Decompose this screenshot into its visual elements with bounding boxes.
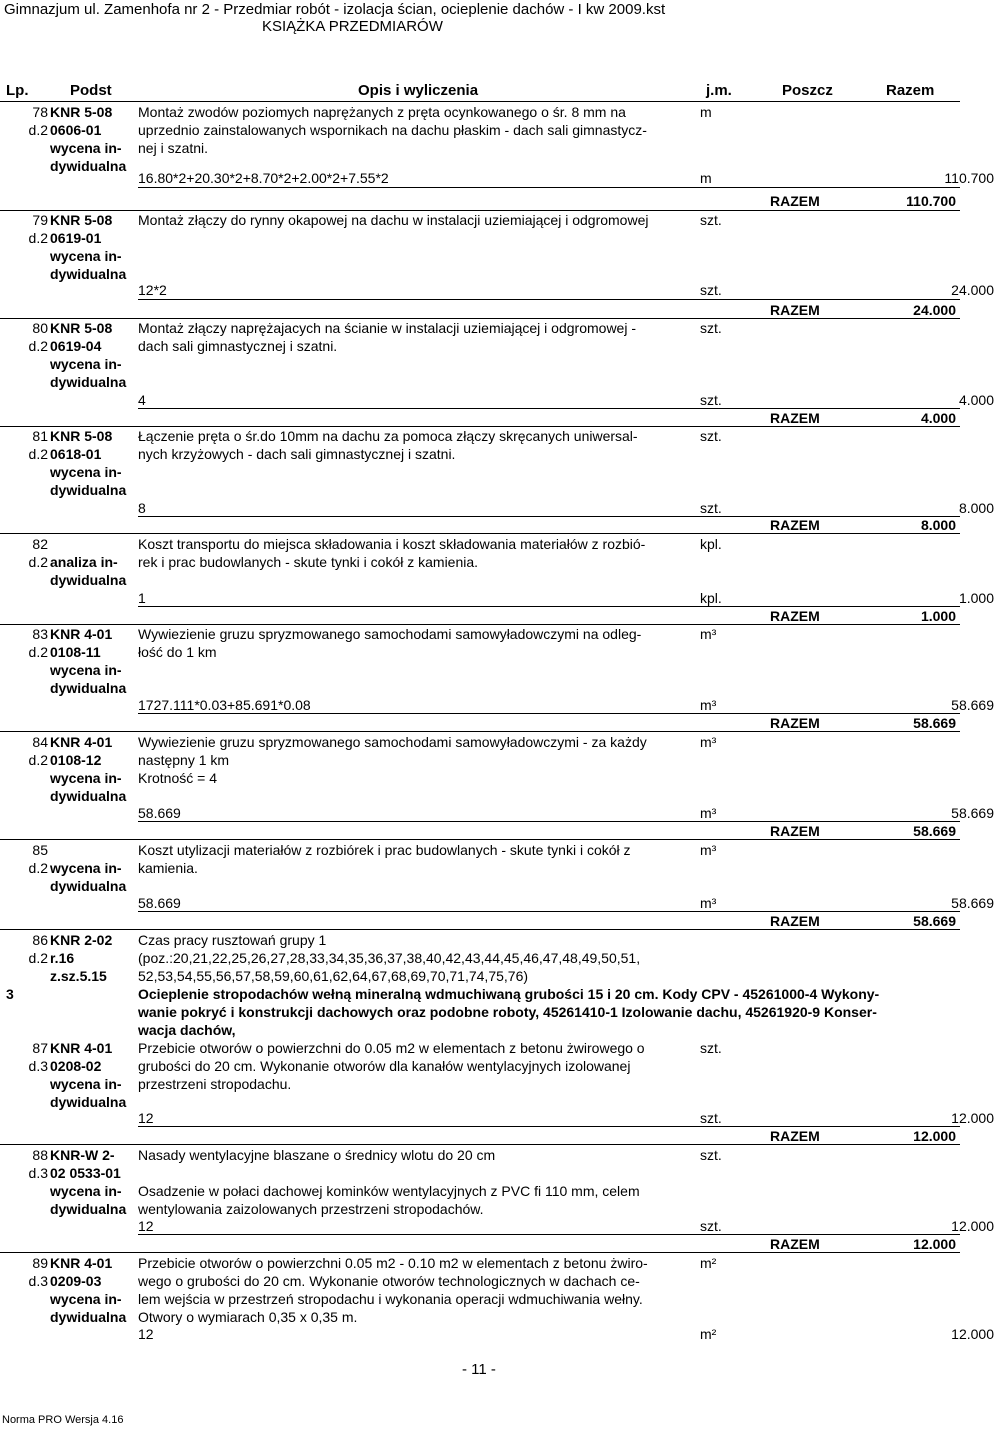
row-separator: [0, 1144, 960, 1145]
row-unit: szt.: [700, 1147, 722, 1163]
row-unit: szt.: [700, 428, 722, 444]
row-number: 83 d.2: [28, 626, 48, 660]
razem-value: 58.669: [913, 715, 956, 731]
row-basis: KNR-W 2- 02 0533-01 wycena in- dywidualna: [50, 1147, 127, 1217]
row-unit: m²: [700, 1255, 717, 1271]
razem-label: RAZEM: [770, 517, 820, 533]
row-unit: szt.: [700, 1040, 722, 1056]
razem-label: RAZEM: [770, 410, 820, 426]
row-number: 88 d.3: [28, 1147, 48, 1181]
calc-value: 1.000: [958, 590, 994, 606]
calc-unit: m: [700, 170, 712, 186]
row-number: 84 d.2: [28, 734, 48, 768]
section-number: 3: [6, 986, 14, 1002]
razem-value: 12.000: [913, 1128, 956, 1144]
row-description: Łączenie pręta o śr.do 10mm na dachu za pomoca złączy skręcanych uniwersal- nych krzyżowych - dach sali gimnastycznej i szatni.: [138, 428, 638, 462]
divider: [138, 713, 960, 714]
calc-value: 58.669: [951, 895, 994, 911]
col-jm: j.m.: [706, 82, 732, 99]
razem-value: 12.000: [913, 1236, 956, 1252]
calc-value: 12.000: [951, 1110, 994, 1126]
col-poszcz: Poszcz: [782, 82, 833, 99]
col-opis: Opis i wyliczenia: [358, 82, 479, 99]
razem-label: RAZEM: [770, 823, 820, 839]
row-basis: KNR 5-08 0618-01 wycena in- dywidualna: [50, 428, 127, 498]
row-unit: m³: [700, 626, 717, 642]
column-header-row: [0, 81, 960, 102]
page-number: - 11 -: [462, 1361, 496, 1378]
calc-value: 110.700: [944, 170, 994, 186]
calc-unit: szt.: [700, 1218, 722, 1234]
razem-label: RAZEM: [770, 608, 820, 624]
row-basis: wycena in- dywidualna: [50, 860, 127, 894]
row-description: Wywiezienie gruzu spryzmowanego samochodami samowyładowczymi - za każdy następny 1 km Krotność = 4: [138, 734, 647, 786]
row-unit: m³: [700, 734, 717, 750]
row-number: 80 d.2: [28, 320, 48, 354]
calc-unit: szt.: [700, 282, 722, 298]
calc-unit: m³: [700, 805, 717, 821]
razem-label: RAZEM: [770, 913, 820, 929]
row-unit: szt.: [700, 212, 722, 228]
row-separator: [0, 1252, 960, 1253]
row-basis: KNR 4-01 0209-03 wycena in- dywidualna: [50, 1255, 127, 1325]
calc-formula: 8: [138, 500, 146, 516]
row-description: Wywiezienie gruzu spryzmowanego samochodami samowyładowczymi na odleg- łość do 1 km: [138, 626, 642, 660]
row-number: 79 d.2: [28, 212, 48, 246]
calc-value: 8.000: [958, 500, 994, 516]
razem-value: 24.000: [913, 302, 956, 318]
calc-formula: 12: [138, 1218, 154, 1234]
divider: [138, 821, 960, 822]
row-description: Nasady wentylacyjne blaszane o średnicy wlotu do 20 cm Osadzenie w połaci dachowej kominków wentylacyjnych z PVC fi 110 mm, celem wentylowania zaizolowanych przestrzeni stropodachów.: [138, 1147, 640, 1217]
row-separator: [0, 839, 960, 840]
calc-unit: szt.: [700, 500, 722, 516]
calc-formula: 1: [138, 590, 146, 606]
row-basis: KNR 4-01 0108-11 wycena in- dywidualna: [50, 626, 127, 696]
row-number: 87 d.3: [28, 1040, 48, 1074]
row-number: 78 d.2: [28, 104, 48, 138]
row-description: Montaż zwodów poziomych naprężanych z pręta ocynkowanego o śr. 8 mm na uprzednio zainstalowanych wspornikach na dachu płaskim - dach sali gimnastycz- nej i szatni.: [138, 104, 647, 156]
row-description: Przebicie otworów o powierzchni do 0.05 m2 w elementach z betonu żwirowego o grubości do 20 cm. Wykonanie otworów dla kanałów wentylacyjnych izolowanej przestrzeni stropodachu.: [138, 1040, 645, 1092]
row-description: Przebicie otworów o powierzchni 0.05 m2 - 0.10 m2 w elementach z betonu żwiro- wego o grubości do 20 cm. Wykonanie otworów technologicznych w dachach ce- lem wejścia w przestrzeń stropodachu i wykonania operacji wdmuchiwania wełny. Otwory o wymiarach 0,35 x 0,35 m.: [138, 1255, 648, 1325]
row-unit: szt.: [700, 320, 722, 336]
col-razem: Razem: [886, 82, 935, 99]
row-description: Czas pracy rusztowań grupy 1 (poz.:20,21,22,25,26,27,28,33,34,35,36,37,38,40,42,43,44,45,46,47,48,49,50,51, 52,53,54,55,56,57,58,59,60,61,62,64,67,68,69,70,71,74,75,76): [138, 932, 641, 984]
calc-formula: 16.80*2+20.30*2+8.70*2+2.00*2+7.55*2: [138, 170, 389, 186]
razem-label: RAZEM: [770, 1236, 820, 1252]
col-podst: Podst: [70, 82, 112, 99]
col-lp: Lp.: [6, 82, 29, 99]
row-basis: analiza in- dywidualna: [50, 554, 127, 588]
calc-value: 58.669: [951, 697, 994, 713]
calc-formula: 58.669: [138, 805, 181, 821]
row-separator: [0, 533, 960, 534]
razem-label: RAZEM: [770, 1128, 820, 1144]
calc-formula: 1727.111*0.03+85.691*0.08: [138, 697, 311, 713]
section-title: Ocieplenie stropodachów wełną mineralną wdmuchiwaną grubości 15 i 20 cm. Kody CPV - 45261000-4 Wykony- wanie pokryć i konstrukcji dachowych oraz podobne roboty, 45261410-1 Izolowanie dachu, 45261920-9 Konser- wacja dachów,: [138, 986, 880, 1038]
calc-unit: m²: [700, 1326, 717, 1342]
divider: [138, 187, 960, 188]
razem-value: 4.000: [920, 410, 956, 426]
razem-label: RAZEM: [770, 193, 820, 209]
divider: [138, 299, 960, 300]
divider: [138, 1126, 960, 1127]
calc-unit: m³: [700, 697, 717, 713]
calc-formula: 12*2: [138, 282, 167, 298]
row-description: Koszt transportu do miejsca składowania i koszt składowania materiałów z rozbió- rek i prac budowlanych - skute tynki i cokół z kamienia.: [138, 536, 646, 570]
row-description: Montaż złączy do rynny okapowej na dachu w instalacji uziemiającej i odgromowej: [138, 212, 649, 228]
divider: [138, 408, 960, 409]
razem-value: 58.669: [913, 913, 956, 929]
divider: [138, 516, 960, 517]
row-basis: KNR 4-01 0208-02 wycena in- dywidualna: [50, 1040, 127, 1110]
row-description: Montaż złączy naprężajacych na ścianie w instalacji uziemiającej i odgromowej - dach sali gimnastycznej i szatni.: [138, 320, 636, 354]
row-unit: m: [700, 104, 712, 120]
row-unit: kpl.: [700, 536, 722, 552]
razem-value: 58.669: [913, 823, 956, 839]
calc-value: 4.000: [958, 392, 994, 408]
razem-value: 110.700: [906, 193, 956, 209]
calc-value: 58.669: [951, 805, 994, 821]
row-description: Koszt utylizacji materiałów z rozbiórek i prac budowlanych - skute tynki i cokół z kamienia.: [138, 842, 631, 876]
document-subtitle: KSIĄŻKA PRZEDMIARÓW: [262, 18, 443, 35]
calc-formula: 58.669: [138, 895, 181, 911]
row-basis: KNR 5-08 0619-01 wycena in- dywidualna: [50, 212, 127, 282]
razem-label: RAZEM: [770, 715, 820, 731]
calc-value: 12.000: [951, 1218, 994, 1234]
divider: [138, 1234, 960, 1235]
row-basis: KNR 4-01 0108-12 wycena in- dywidualna: [50, 734, 127, 804]
calc-formula: 4: [138, 392, 146, 408]
row-basis: KNR 5-08 0606-01 wycena in- dywidualna: [50, 104, 127, 174]
row-number: 86 d.2: [28, 932, 48, 966]
row-separator: [0, 929, 960, 930]
divider: [138, 911, 960, 912]
row-basis: KNR 2-02 r.16 z.sz.5.15: [50, 932, 113, 984]
razem-value: 8.000: [920, 517, 956, 533]
row-separator: [0, 731, 960, 732]
calc-unit: szt.: [700, 392, 722, 408]
calc-value: 12.000: [951, 1326, 994, 1342]
row-number: 81 d.2: [28, 428, 48, 462]
calc-value: 24.000: [951, 282, 994, 298]
razem-label: RAZEM: [770, 302, 820, 318]
document-title: Gimnazjum ul. Zamenhofa nr 2 - Przedmiar robót - izolacja ścian, ocieplenie dachów - I kw 2009.kst: [4, 1, 666, 18]
calc-unit: szt.: [700, 1110, 722, 1126]
row-number: 85 d.2: [28, 842, 48, 876]
calc-formula: 12: [138, 1326, 154, 1342]
row-number: 82 d.2: [28, 536, 48, 570]
row-basis: KNR 5-08 0619-04 wycena in- dywidualna: [50, 320, 127, 390]
razem-value: 1.000: [920, 608, 956, 624]
divider: [138, 606, 960, 607]
calc-unit: kpl.: [700, 590, 722, 606]
row-unit: m³: [700, 842, 717, 858]
footer-text: Norma PRO Wersja 4.16: [2, 1414, 124, 1426]
row-number: 89 d.3: [28, 1255, 48, 1289]
calc-unit: m³: [700, 895, 717, 911]
calc-formula: 12: [138, 1110, 154, 1126]
